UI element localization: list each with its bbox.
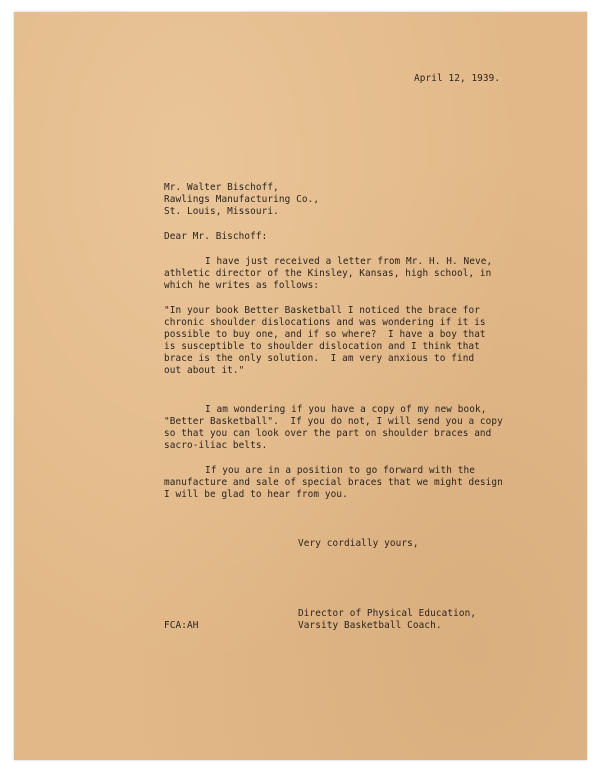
paragraph1-line-2: athletic director of the Kinsley, Kansas, high school, in: [164, 268, 492, 279]
initials: FCA:AH: [164, 620, 199, 631]
salutation: Dear Mr. Bischoff:: [164, 231, 268, 242]
signature-line-1: Director of Physical Education,: [298, 608, 477, 619]
paragraph2-line-3: so that you can look over the part on shoulder braces and: [164, 428, 492, 439]
quote-line-2: chronic shoulder dislocations and was wondering if it is: [164, 317, 486, 328]
paragraph1-line-3: which he writes as follows:: [164, 280, 320, 291]
paragraph3-line-1: If you are in a position to go forward with the: [205, 465, 475, 476]
recipient-line-3: St. Louis, Missouri.: [164, 206, 279, 217]
signature-line-2: Varsity Basketball Coach.: [298, 620, 442, 631]
paragraph3-line-2: manufacture and sale of special braces that we might design: [164, 477, 503, 488]
letter-page: [14, 12, 587, 760]
recipient-line-1: Mr. Walter Bischoff,: [164, 182, 279, 193]
paragraph3-line-3: I will be glad to hear from you.: [164, 489, 348, 500]
letter-date: April 12, 1939.: [414, 73, 501, 84]
paragraph2-line-4: sacro-iliac belts.: [164, 440, 268, 451]
paragraph2-line-2: "Better Basketball". If you do not, I will send you a copy: [164, 416, 503, 427]
recipient-line-2: Rawlings Manufacturing Co.,: [164, 194, 320, 205]
quote-line-4: is susceptible to shoulder dislocation and I think that: [164, 341, 480, 352]
quote-line-3: possible to buy one, and if so where? I have a boy that: [164, 329, 486, 340]
quote-line-5: brace is the only solution. I am very anxious to find: [164, 353, 475, 364]
paragraph2-line-1: I am wondering if you have a copy of my new book,: [205, 404, 487, 415]
quote-line-6: out about it.": [164, 365, 245, 376]
quote-line-1: "In your book Better Basketball I noticed the brace for: [164, 305, 480, 316]
closing: Very cordially yours,: [298, 538, 419, 549]
paragraph1-line-1: I have just received a letter from Mr. H. H. Neve,: [205, 256, 493, 267]
